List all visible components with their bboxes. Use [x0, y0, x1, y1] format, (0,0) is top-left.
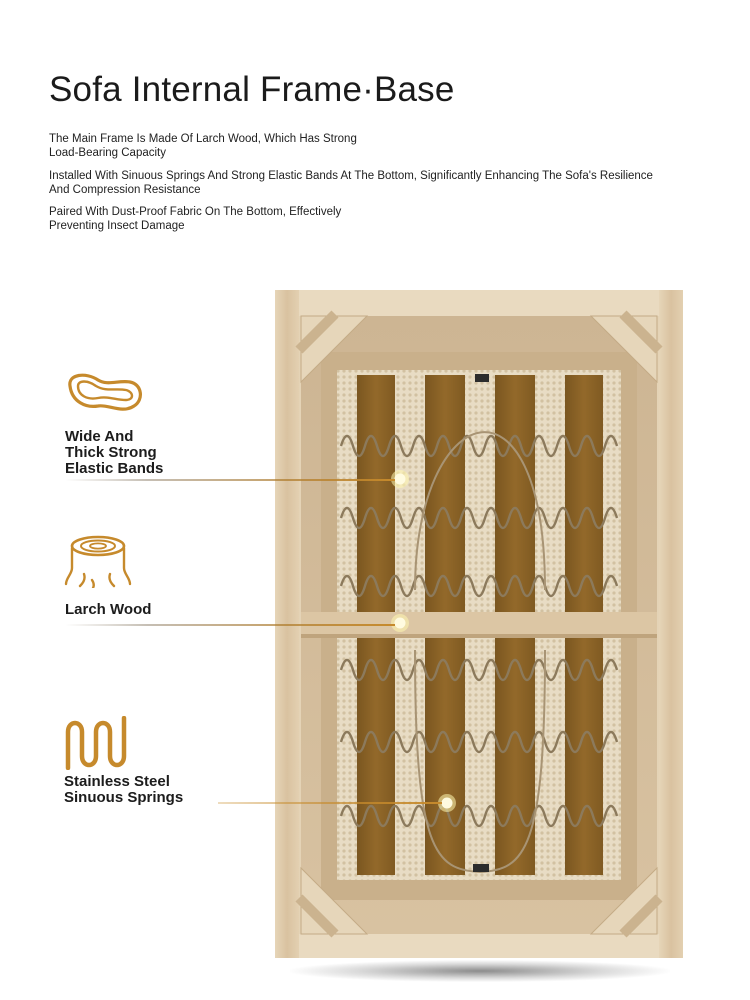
- feature-text-line: Paired With Dust-Proof Fabric On The Bottom, Effectively: [49, 206, 342, 218]
- leader-line-elastic-bands: [65, 479, 395, 481]
- elastic-band-icon: [64, 370, 144, 416]
- leader-line-springs: [218, 802, 442, 804]
- callout-line: Wide And: [65, 428, 134, 445]
- feature-text-fabric: [49, 205, 341, 233]
- callout-springs: [64, 774, 183, 806]
- spring-icon: [64, 716, 134, 770]
- feature-text-springs: [49, 169, 653, 197]
- callout-line: Stainless Steel: [64, 773, 170, 790]
- callout-larch-wood: [65, 602, 151, 618]
- feature-text-frame: [49, 132, 357, 160]
- page-title: Sofa Internal Frame·Base: [49, 70, 455, 109]
- leader-line-larch-wood: [65, 624, 395, 626]
- callout-line: Elastic Bands: [65, 460, 164, 477]
- wood-stump-icon: [64, 534, 134, 588]
- callout-line: Sinuous Springs: [64, 789, 184, 806]
- feature-text-line: And Compression Resistance: [49, 184, 201, 196]
- callout-line: Larch Wood: [65, 601, 152, 618]
- callout-line: Thick Strong: [65, 444, 157, 461]
- feature-text-line: Load-Bearing Capacity: [49, 147, 166, 159]
- product-shadow: [290, 960, 670, 982]
- feature-text-line: Installed With Sinuous Springs And Strong Elastic Bands At The Bottom, Significantly Enhancing The Sofa's Resilience: [49, 170, 653, 182]
- feature-text-line: Preventing Insect Damage: [49, 220, 185, 232]
- callout-elastic-bands: [65, 429, 163, 477]
- feature-text-line: The Main Frame Is Made Of Larch Wood, Which Has Strong: [49, 133, 357, 145]
